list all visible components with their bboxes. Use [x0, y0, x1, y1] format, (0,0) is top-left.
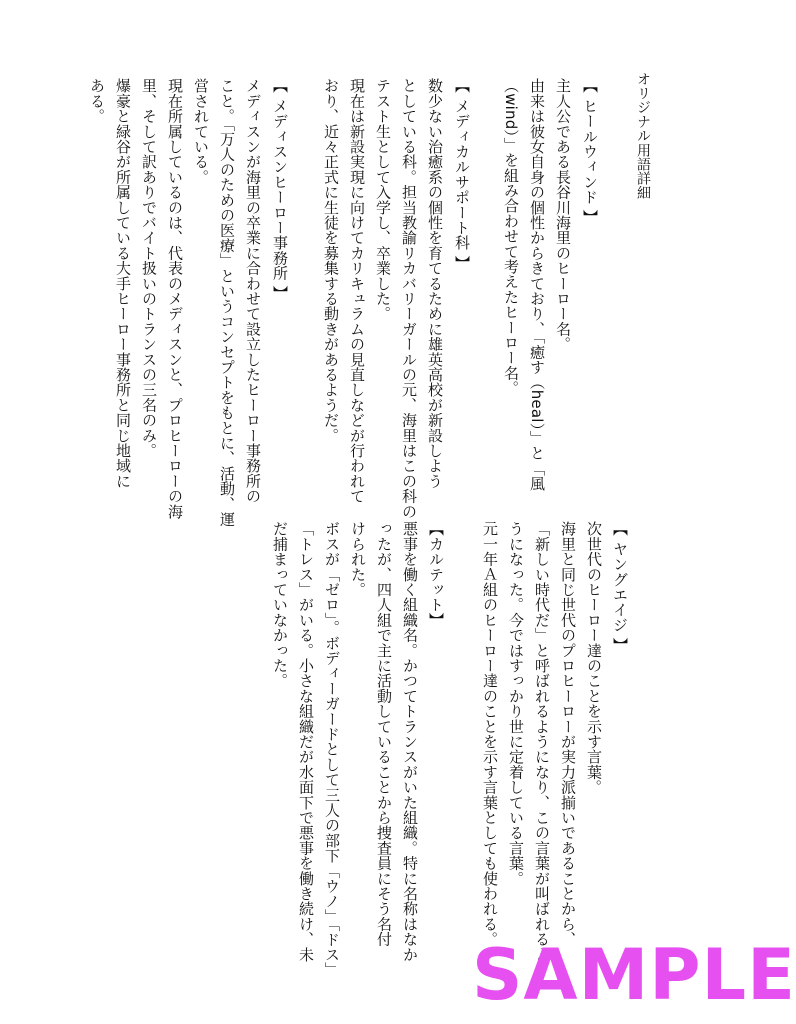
sample-watermark: SAMPLE: [472, 934, 796, 1016]
term-text-line: 主人公である長谷川海里のヒーロー名。: [554, 78, 572, 352]
term-text-line: おり、近々正式に生徒を募集する動きがあるようだ。: [322, 78, 340, 443]
term-text-line: 現在所属しているのは、代表のメディスンと、プロヒーローの海: [166, 78, 184, 519]
term-text-line: 営されている。: [192, 78, 210, 185]
term-heading-medical-support: 【 メディカルサポート科 】: [453, 78, 471, 271]
term-text-line: 「新しい時代だ」と呼ばれるようになり、この言葉が叫ばれるよ: [533, 521, 551, 962]
term-heading-medisun-office: 【 メディスンヒーロー事務所 】: [271, 78, 289, 301]
term-text-line: こと。「万人のための医療」というコンセプトをもとに、活動、運: [218, 78, 236, 527]
term-text-line: 「トレス」がいる。小さな組織だが水面下で悪事を働き続け、未: [297, 521, 315, 962]
term-heading-cartet: 【カルテット】: [427, 521, 445, 628]
term-text-line: 現在は新設実現に向けてカリキュラムの見直しなどが行われて: [348, 78, 366, 504]
term-text-line: 里、そして訳ありでバイト扱いのトランスの三名のみ。: [140, 78, 158, 458]
term-text-line: ある。: [88, 78, 106, 124]
term-text-line: けられた。: [349, 521, 367, 597]
term-text-line: 元一年Ａ組のヒーロー達のことを示す言葉としても使われる。: [481, 521, 499, 947]
term-text-line: 悪事を働く組織名。かつてトランスがいた組織。特に名称はなか: [401, 521, 419, 962]
term-text-line: （wind）」を組み合わせて考えたヒーロー名。: [502, 78, 520, 396]
document-title: オリジナル用語詳細: [635, 72, 651, 200]
term-text-line: 爆豪と緑谷が所属している大手ヒーロー事務所と同じ地域に: [114, 78, 132, 489]
term-text-line: ったが、四人組で主に活動していることから捜査員にそう名付: [375, 521, 393, 947]
term-text-line: だ捕まっていなかった。: [271, 521, 289, 689]
term-text-line: テスト生として入学し、卒業した。: [374, 78, 392, 322]
term-heading-young-age: 【 ヤングエイジ 】: [611, 521, 629, 653]
term-text-line: メディスンが海里の卒業に合わせて設立したヒーロー事務所の: [244, 78, 262, 504]
term-text-line: 数少ない治癒系の個性を育てるために雄英高校が新設しよう: [426, 78, 444, 489]
term-text-line: としている科。担当教諭リカバリーガールの元、海里はこの科の: [400, 78, 418, 519]
term-text-line: 次世代のヒーロー達のことを示す言葉。: [585, 521, 603, 795]
term-heading-heal-wind: 【 ヒールウィンド 】: [581, 78, 599, 225]
term-text-line: ボスが「ゼロ」。ボディーガードとして三人の部下「ウノ」「ドス」: [323, 521, 341, 978]
term-text-line: うになった。今ではすっかり世に定着している言葉。: [507, 521, 525, 886]
term-text-line: 海里と同じ世代のプロヒーローが実力派揃いであることから、: [559, 521, 577, 947]
term-text-line: 由来は彼女自身の個性からきており、「癒す（heal）」と「風: [528, 78, 546, 492]
